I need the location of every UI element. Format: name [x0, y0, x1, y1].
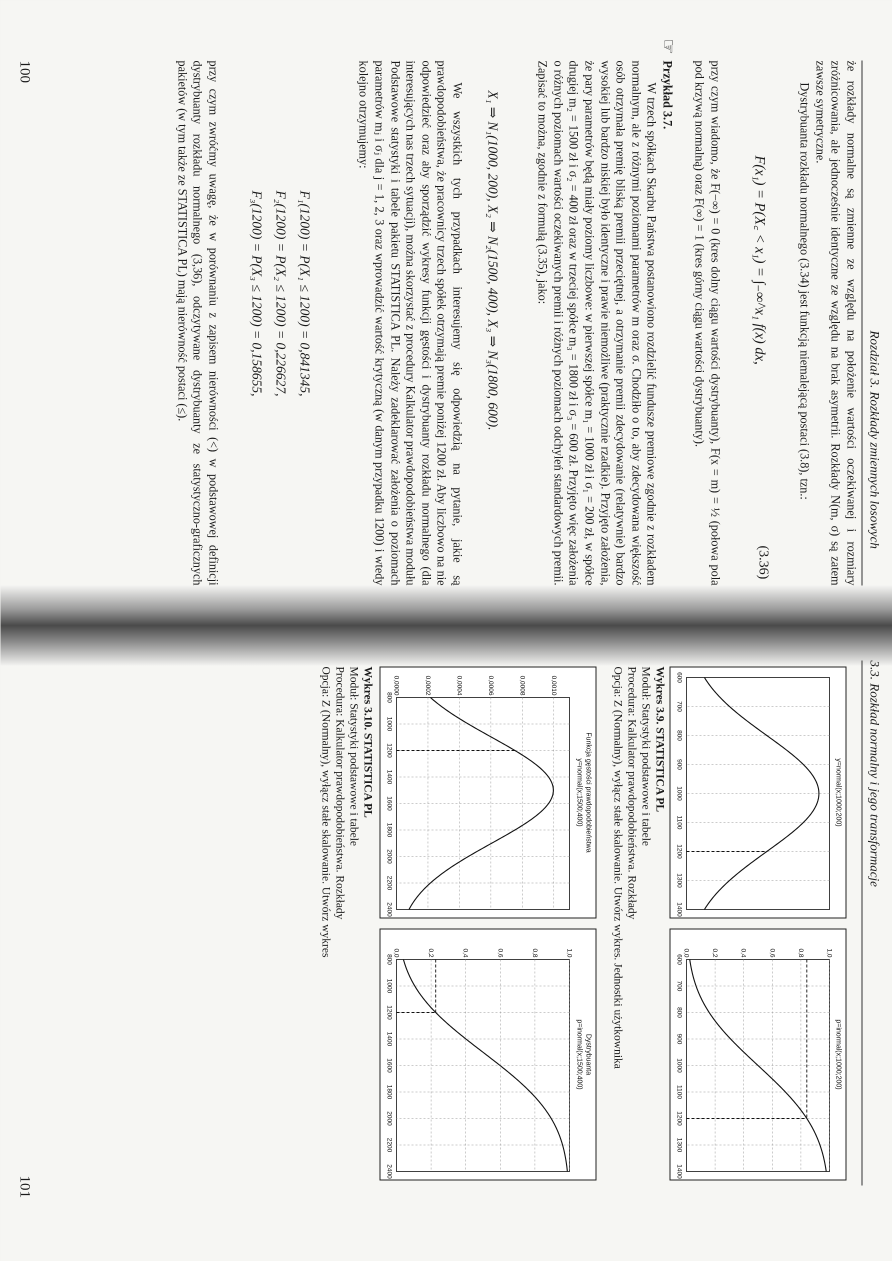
fig39-cdf-chart	[669, 928, 846, 1180]
x-tick-label: 1000	[675, 1057, 682, 1073]
x-tick-label: 2400	[385, 901, 392, 917]
y-tick-label: 0,2	[710, 947, 718, 957]
x-tick-label: 1300	[675, 872, 682, 888]
plot-area	[396, 959, 569, 1171]
result-1: F₁(1200) = P(X₁ ≤ 1200) = 0,841345,	[297, 190, 312, 396]
left-running-head: Rozdział 3. Rozkłady zmiennych losowych	[867, 330, 882, 549]
x-tick-label: 1100	[675, 815, 682, 829]
y-tick-label: 0,6	[767, 947, 775, 957]
y-tick-label: 1,0	[825, 947, 832, 957]
y-tick-label: 0,0002	[423, 675, 431, 695]
x-tick-label: 700	[675, 980, 682, 991]
x-tick-label: 1600	[385, 1057, 392, 1073]
x-tick-label: 600	[675, 953, 682, 965]
distributions-line: X₁ ⇒ N₁(1000, 200), X₂ ⇒ N₂(1500, 400), X₃ ⇒ N₃(1800, 600).	[485, 90, 500, 430]
fig39-caption: Wykres 3.9. STATISTICA PL	[653, 666, 665, 812]
closing-paragraph: przy czym zwróćmy uwagę, że w porównaniu z zapisem nierówności (<) w podstawowej definicji dystrybuanty rozkładu normalnego (3,36), odczytywane dystrybuanty ze statystyczno-graficznych pakietów (w tym także ze STATISTICA PL) mają nierówność postaci (≤).	[174, 60, 220, 585]
result-3: F₃(1200) = P(X₃ ≤ 1200) = 0,158655,	[249, 190, 264, 396]
fig310-caption-block	[318, 666, 374, 1186]
y-tick-label: 0,4	[461, 947, 469, 957]
y-tick-label: 0,2	[426, 947, 434, 957]
x-tick-label: 900	[675, 1033, 682, 1044]
left-page-number: 100	[16, 60, 32, 83]
example-label: Przykład 3.7.	[660, 60, 674, 129]
x-tick-label: 1600	[385, 795, 392, 811]
x-tick-label: 2000	[385, 848, 392, 864]
y-tick-label: 0,0	[392, 947, 399, 957]
x-tick-label: 1400	[675, 1163, 682, 1179]
x-tick-label: 1000	[675, 785, 682, 801]
x-tick-label: 1000	[385, 978, 392, 993]
x-tick-label: 1200	[385, 1004, 392, 1020]
fig310-module: Moduł: Statystyki podstawowe i tabele	[347, 666, 359, 846]
chart-subtitle: p=inormal(x;1500;400)	[575, 1018, 582, 1090]
x-tick-label: 600	[675, 671, 682, 683]
y-tick-label: 0,8	[796, 947, 804, 957]
x-tick-label: 900	[675, 758, 682, 770]
result-2: F₂(1200) = P(X₂ ≤ 1200) = 0,226627,	[273, 190, 288, 396]
x-tick-label: 800	[385, 691, 392, 703]
fig310-option: Opcja: Z (Normalny), wyłącz stałe skalowanie. Utwórz wykres	[319, 666, 331, 957]
y-tick-label: 1,0	[565, 947, 572, 957]
x-tick-label: 1800	[385, 1084, 392, 1099]
fig39-procedure: Procedura: Kalkulator prawdopodobieństwa. Rozkłady	[625, 666, 637, 919]
y-tick-label: 0,0006	[486, 675, 494, 695]
x-tick-label: 2200	[385, 1137, 392, 1152]
fig39-option: Opcja: Z (Normalny), wyłącz stałe skalowanie. Utwórz wykres. Jednostki użytkownika	[611, 666, 623, 1069]
x-tick-label: 1200	[675, 843, 682, 859]
x-tick-label: 1000	[385, 716, 392, 731]
right-running-head: 3.3. Rozkład normalny i jego transformacje	[867, 660, 882, 887]
chart-title: Funkcja gęstości prawdopodobieństwa	[584, 731, 591, 853]
x-tick-label: 2200	[385, 875, 392, 890]
x-tick-label: 800	[675, 729, 682, 741]
cdf-followup: przy czym wiadomo, że F(−∞) = 0 (kres dolny ciągu wartości dystrybuanty), F(x = m) = ½ (połowa pola pod krzywą normalną) oraz F(∞) = 1 (kres górny ciągu wartości dystrybuanty).	[692, 60, 722, 585]
y-tick-label: 0,0	[682, 947, 689, 957]
chart-subtitle: y=normal(x;1500;400)	[575, 757, 582, 827]
y-tick-label: 0,6	[495, 947, 503, 957]
x-tick-label: 1400	[385, 769, 392, 784]
fig39-density-chart	[669, 666, 846, 918]
y-tick-label: 0,8	[530, 947, 538, 957]
left-head-rule	[861, 60, 862, 585]
x-tick-label: 800	[385, 953, 392, 965]
fig310-procedure: Procedura: Kalkulator prawdopodobieństwa. Rozkłady	[333, 666, 345, 919]
y-tick-label: 0,4	[739, 947, 747, 957]
y-tick-label: 0,0000	[392, 675, 399, 695]
plot-area	[686, 677, 829, 909]
x-tick-label: 800	[675, 1006, 682, 1018]
intro-paragraph: że rozkłady normalne są zmienne ze względu na położenie wartości oczekiwanej i rozmiary zróżnicowania, ale jednocześnie identyczne ze względu na brak asymetrii. Rozkłady N(m, σ) są zatem zawsze symetryczne. Dystrybuanta rozkładu normalnego (3.34) jest funkcją niemalejącą postaci (3.8), tzn.:	[797, 60, 858, 585]
question-paragraph: We wszystkich tych przypadkach interesujemy się odpowiedzią na pytanie, jakie są prawdopodobieństwa, że pracownicy trzech spółek otrzymają premie poniżej 1200 zł. Aby liczbowo na nie odpowiedzieć oraz aby sporządzić wykresy funkcji gęstości i dystrybuanty rozkładu normalnego (dla interesujących nas trzech sytuacji), można skorzystać z procedury Kalkulator prawdopodobieństwa modułu Podstawowe statystyki i tabele pakietu STATISTICA PL. Należy zadeklarować założenia o poziomach parametrów mⱼ i σⱼ dla j = 1, 2, 3 oraz wprowadzić wartość krytyczną (w danym przypadku 1200) i wtedy kolejno otrzymujemy:	[356, 60, 464, 585]
y-tick-label: 0,0004	[454, 675, 462, 695]
fig39-caption-block	[610, 666, 666, 1186]
example-text: W trzech spółkach Skarbu Państwa postanowiono rozdzielić fundusze premiowe zgodnie z rozkładem normalnym, ale z różnymi poziomami parametrów m oraz σ. Chodziło o to, aby zdecydowana większość osób otrzymała premię bliską premii przeciętnej, a otrzymanie premii zdecydowanie (relatywnie) bardzo wysokiej lub bardzo niskiej było identyczne i prawie niemożliwe (praktycznie rzadkie). Przyjęto założenia, że pary parametrów będą miały poziomy liczbowe: w pierwszej spółce m₁ = 1000 zł i σ₁ = 200 zł, w spółce drugiej m₂ = 1500 zł i σ₂ = 400 zł oraz w trzeciej spółce m₃ = 1800 zł i σ₃ = 600 zł. Przyjęto więc założenia o różnych poziomach wartości oczekiwanych premii i różnych poziomach odchyleń standardowych premii. Zapisać to można, zgodnie z formułą (3.35), jako:	[535, 60, 659, 585]
x-tick-label: 1800	[385, 822, 392, 837]
plot-area	[396, 697, 569, 909]
pointing-hand-icon: ☞	[658, 38, 678, 55]
equation-336-number: (3.36)	[755, 545, 770, 579]
chart-title: Dystrybuanta	[584, 1033, 591, 1075]
y-tick-label: 0,0010	[549, 675, 557, 695]
x-tick-label: 1400	[385, 1031, 392, 1046]
chart-title: y=normal(x;1000;200)	[834, 757, 841, 827]
chart-title: p=inormal(x;1000;200)	[834, 1018, 841, 1090]
x-tick-label: 1100	[675, 1084, 682, 1099]
equation-336: F(x₁) = P(X꜀ < x₁) = ∫₋∞^x₁ f(x) dx,	[751, 155, 767, 365]
x-tick-label: 1400	[675, 901, 682, 917]
right-page-number: 101	[16, 1175, 32, 1198]
example-block	[534, 60, 674, 585]
x-tick-label: 2000	[385, 1110, 392, 1126]
x-tick-label: 700	[675, 700, 682, 712]
x-tick-label: 1300	[675, 1137, 682, 1152]
fig310-density-chart	[379, 666, 596, 918]
right-head-rule	[861, 660, 862, 1185]
fig310-cdf-chart	[379, 928, 596, 1180]
x-tick-label: 2400	[385, 1163, 392, 1179]
fig39-module: Moduł: Statystyki podstawowe i tabele	[639, 666, 651, 846]
x-tick-label: 1200	[675, 1110, 682, 1126]
right-page	[0, 660, 892, 1261]
y-tick-label: 0,0008	[517, 675, 525, 695]
fig310-caption: Wykres 3.10. STATISTICA PL	[361, 666, 373, 818]
x-tick-label: 1200	[385, 742, 392, 758]
left-page	[0, 0, 892, 600]
